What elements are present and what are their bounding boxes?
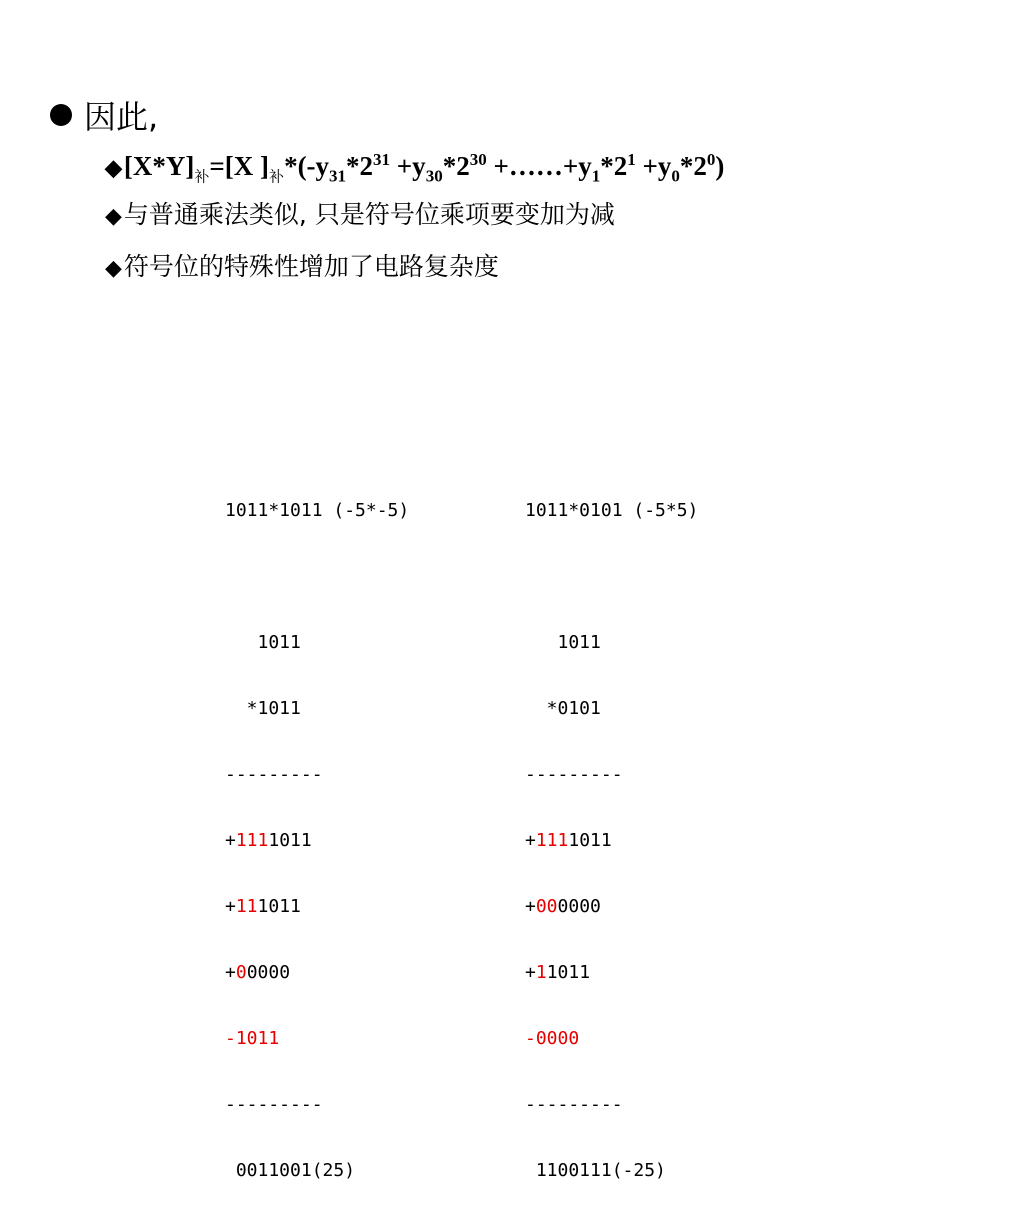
- formula-part: *2: [679, 151, 707, 181]
- formula-part: +y: [635, 151, 672, 181]
- calc-bits: 1011: [546, 962, 591, 983]
- calc-header: 1011*1011 (-5*-5): [225, 500, 410, 521]
- calc-sign-extension: 111: [235, 830, 269, 851]
- slide-title: 因此,: [84, 98, 159, 136]
- bullet-dot-icon: [50, 104, 72, 126]
- title-line: [50, 92, 158, 138]
- formula-part: +……+y: [486, 151, 592, 181]
- calculation-right: [525, 456, 698, 1226]
- calc-blank: [525, 566, 698, 588]
- calc-bits: 1011: [257, 896, 301, 917]
- calc-blank: [225, 566, 409, 588]
- calc-separator: ---------: [225, 1094, 323, 1115]
- calc-partial-1: [525, 830, 698, 852]
- calc-multiplier: *1011: [225, 698, 301, 719]
- formula-exponent: 31: [373, 150, 391, 169]
- calculation-left: [225, 456, 409, 1226]
- formula-exponent: 1: [627, 150, 636, 169]
- calc-multiplicand: 1011: [525, 632, 601, 653]
- calc-separator: ---------: [525, 1094, 623, 1115]
- formula-part: =[X ]: [209, 151, 270, 181]
- calc-partial-4: -0000: [525, 1028, 580, 1049]
- bullet-similar: [105, 195, 615, 231]
- calc-sign: +: [525, 896, 536, 917]
- calc-partial-1: [225, 830, 409, 852]
- formula-part: *2: [442, 151, 470, 181]
- calc-header: 1011*0101 (-5*5): [525, 500, 699, 521]
- calc-partial-4: -1011: [225, 1028, 280, 1049]
- diamond-bullet-icon: ◆: [105, 256, 122, 281]
- formula-subscript: 补: [194, 167, 210, 186]
- formula-exponent: 30: [469, 150, 487, 169]
- calc-partial-2: [525, 896, 698, 918]
- bullet-text: 与普通乘法类似, 只是符号位乘项要变加为减: [123, 200, 615, 229]
- formula-exponent: 0: [706, 150, 716, 169]
- diamond-bullet-icon: ◆: [105, 155, 122, 180]
- formula-subscript: 1: [591, 166, 601, 186]
- formula-part: *2: [346, 151, 374, 181]
- calc-bits: 1011: [268, 830, 312, 851]
- calc-result: 0011001(25): [225, 1160, 356, 1181]
- calc-multiplicand: 1011: [225, 632, 301, 653]
- calc-partial-3: [225, 962, 409, 984]
- calc-sign: +: [225, 962, 236, 983]
- calc-bits: 1011: [568, 830, 612, 851]
- formula-subscript: 0: [671, 166, 680, 186]
- calc-sign-extension: 00: [535, 896, 558, 917]
- calc-partial-2: [225, 896, 409, 918]
- calc-separator: ---------: [225, 764, 323, 785]
- formula-subscript: 补: [269, 167, 285, 186]
- calc-sign-extension: 1: [535, 962, 547, 983]
- calc-sign-extension: 11: [235, 896, 258, 917]
- formula-part: [X*Y]: [123, 151, 195, 181]
- formula-subscript: 30: [425, 166, 443, 186]
- formula-part: *2: [600, 151, 628, 181]
- calc-sign: +: [525, 962, 536, 983]
- calc-sign: +: [225, 896, 236, 917]
- calc-separator: ---------: [525, 764, 623, 785]
- calc-sign: +: [525, 830, 536, 851]
- calc-result: 1100111(-25): [525, 1160, 666, 1181]
- calc-bits: 0000: [557, 896, 601, 917]
- calc-sign-extension: 111: [535, 830, 569, 851]
- diamond-bullet-icon: ◆: [105, 204, 122, 229]
- calc-partial-3: [525, 962, 698, 984]
- calc-bits: 0000: [246, 962, 291, 983]
- formula-subscript: 31: [329, 166, 347, 186]
- bullet-text: 符号位的特殊性增加了电路复杂度: [123, 252, 499, 281]
- formula-part: +y: [390, 151, 426, 181]
- formula-part: *(-y: [284, 151, 330, 181]
- formula-line: [105, 150, 724, 186]
- calc-sign-extension: 0: [235, 962, 247, 983]
- calc-sign: +: [225, 830, 236, 851]
- formula-part: ): [715, 151, 725, 181]
- bullet-complexity: [105, 247, 499, 283]
- calc-multiplier: *0101: [525, 698, 601, 719]
